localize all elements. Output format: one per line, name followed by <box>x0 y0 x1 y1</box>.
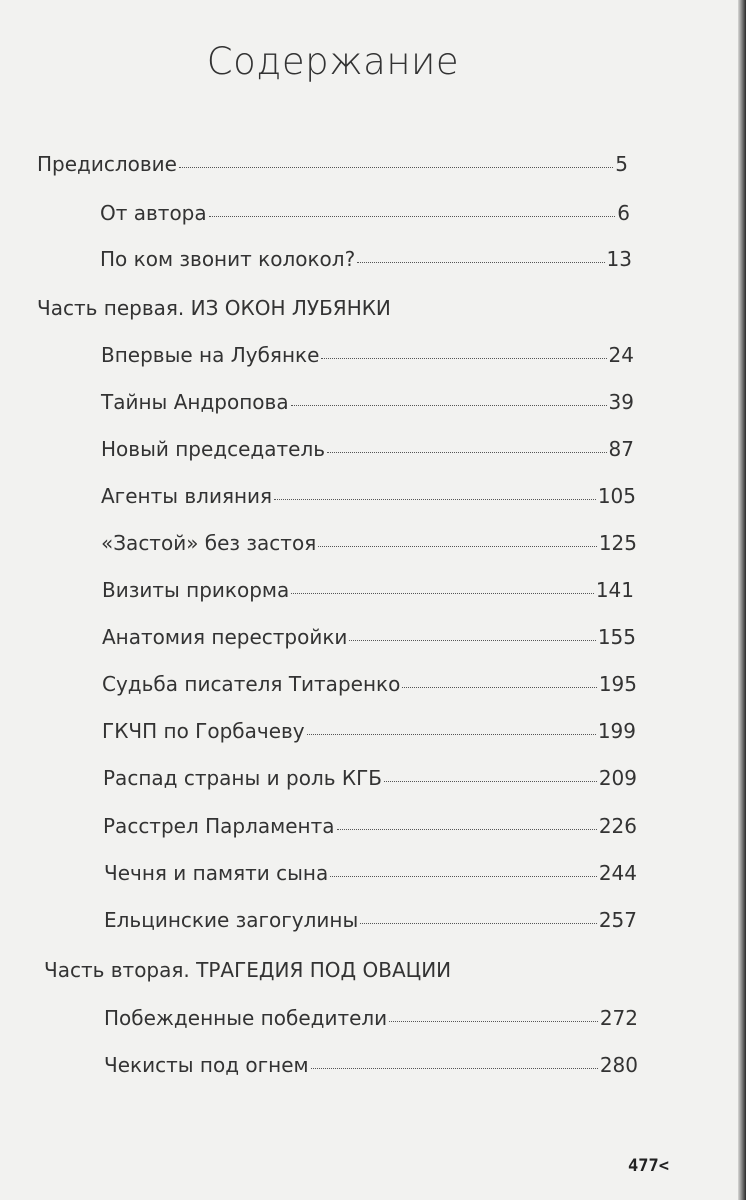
dot-leader <box>179 167 613 168</box>
toc-entry-page: 226 <box>598 814 637 838</box>
dot-leader <box>209 216 616 217</box>
toc-entry-page: 244 <box>598 861 637 885</box>
dot-leader <box>311 1068 598 1069</box>
toc-entry[interactable] <box>102 672 637 696</box>
toc-entry-page: 209 <box>598 766 637 790</box>
toc-entry[interactable] <box>101 390 634 414</box>
toc-entry-page: 13 <box>606 247 632 271</box>
toc-entry-title: «Застой» без застоя <box>101 531 317 555</box>
toc-entry-title: Новый председатель <box>101 437 326 461</box>
toc-entry[interactable] <box>101 343 634 367</box>
toc-entry-title: Визиты прикорма <box>102 578 290 602</box>
toc-entry[interactable] <box>100 201 630 225</box>
toc-entry-page: 155 <box>597 625 636 649</box>
toc-entry[interactable] <box>104 1006 638 1030</box>
dot-leader <box>327 452 607 453</box>
toc-entry-title: Предисловие <box>37 152 177 176</box>
toc-entry-title: Чечня и памяти сына <box>104 861 329 885</box>
toc-entry-title: Впервые на Лубянке <box>101 343 320 367</box>
dot-leader <box>337 829 597 830</box>
toc-entry[interactable] <box>100 247 632 271</box>
toc-entry-page: 5 <box>615 152 628 176</box>
dot-leader <box>384 781 597 782</box>
toc-entry-page: 125 <box>598 531 637 555</box>
toc-entry-page: 257 <box>598 908 637 932</box>
toc-entry-page: 141 <box>595 578 634 602</box>
toc-entry-title: Расстрел Парламента <box>103 814 335 838</box>
toc-entry-title: Агенты влияния <box>101 484 273 508</box>
dot-leader <box>321 358 606 359</box>
toc-entry[interactable] <box>37 152 628 176</box>
toc-entry-title: От автора <box>100 201 207 225</box>
dot-leader <box>357 262 604 263</box>
toc-entry[interactable] <box>104 1053 638 1077</box>
toc-entry[interactable] <box>101 484 636 508</box>
dot-leader <box>291 405 607 406</box>
dot-leader <box>360 923 597 924</box>
dot-leader <box>307 734 596 735</box>
toc-entry-title: Побежденные победители <box>104 1006 388 1030</box>
toc-entry-page: 195 <box>598 672 637 696</box>
page-number: 477< <box>628 1156 669 1176</box>
part-heading[interactable]: Часть вторая. ТРАГЕДИЯ ПОД ОВАЦИИ <box>44 958 452 982</box>
toc-entry[interactable] <box>101 531 637 555</box>
toc-entry-title: Судьба писателя Титаренко <box>102 672 401 696</box>
toc-entry-title: Анатомия перестройки <box>102 625 348 649</box>
toc-entry[interactable] <box>103 814 637 838</box>
toc-entry-page: 24 <box>608 343 634 367</box>
toc-entry-page: 105 <box>597 484 636 508</box>
toc-entry[interactable] <box>104 908 637 932</box>
dot-leader <box>291 593 594 594</box>
toc-entry-page: 272 <box>599 1006 638 1030</box>
toc-entry[interactable] <box>102 625 636 649</box>
toc-entry[interactable] <box>102 578 634 602</box>
toc-entry-title: Ельцинские загогулины <box>104 908 359 932</box>
toc-entry-page: 280 <box>599 1053 638 1077</box>
toc-entry-page: 6 <box>617 201 630 225</box>
dot-leader <box>349 640 595 641</box>
toc-entry-title: Тайны Андропова <box>101 390 289 414</box>
toc-entry-title: Распад страны и роль КГБ <box>103 766 382 790</box>
toc-entry-title: ГКЧП по Горбачеву <box>102 719 305 743</box>
toc-entry-title: По ком звонит колокол? <box>100 247 356 271</box>
dot-leader <box>402 687 596 688</box>
dot-leader <box>274 499 596 500</box>
dot-leader <box>389 1021 598 1022</box>
toc-entry-page: 199 <box>597 719 636 743</box>
part-heading[interactable]: Часть первая. ИЗ ОКОН ЛУБЯНКИ <box>37 296 391 320</box>
page-title: Содержание <box>206 40 460 83</box>
toc-entry-title: Чекисты под огнем <box>104 1053 309 1077</box>
toc-entry-page: 39 <box>608 390 634 414</box>
dot-leader <box>330 876 597 877</box>
dot-leader <box>318 546 597 547</box>
toc-entry[interactable] <box>103 766 637 790</box>
toc-entry[interactable] <box>102 719 636 743</box>
toc-entry[interactable] <box>101 437 634 461</box>
toc-entry[interactable] <box>104 861 637 885</box>
toc-entry-page: 87 <box>608 437 634 461</box>
